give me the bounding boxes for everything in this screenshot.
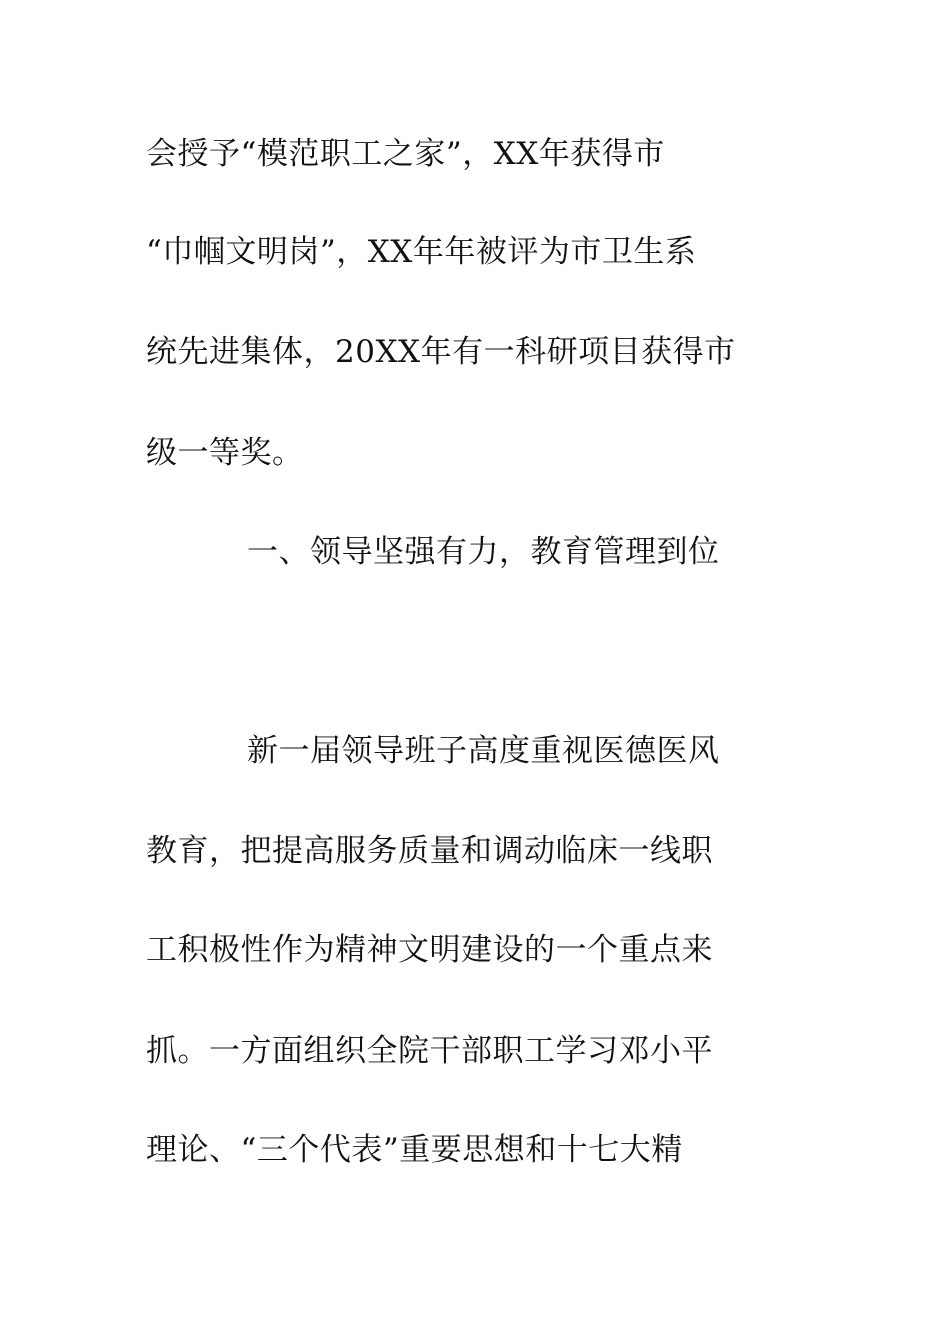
paragraph-2-line-1: 新一届领导班子高度重视医德医风	[247, 733, 720, 769]
section-heading: 一、领导坚强有力，教育管理到位	[247, 534, 720, 570]
paragraph-2-line-2: 教育，把提高服务质量和调动临床一线职	[146, 833, 713, 869]
paragraph-1-line-2: “巾帼文明岗”，XX年年被评为市卫生系	[146, 234, 697, 270]
paragraph-1-line-4: 级一等奖。	[146, 435, 304, 471]
paragraph-1-line-3: 统先进集体，20XX年有一科研项目获得市	[146, 334, 736, 370]
paragraph-2-line-5: 理论、“三个代表”重要思想和十七大精	[146, 1132, 683, 1168]
paragraph-2-line-4: 抓。一方面组织全院干部职工学习邓小平	[146, 1033, 713, 1069]
paragraph-1-line-1: 会授予“模范职工之家”，XX年获得市	[146, 136, 665, 172]
paragraph-2-line-3: 工积极性作为精神文明建设的一个重点来	[146, 932, 713, 968]
